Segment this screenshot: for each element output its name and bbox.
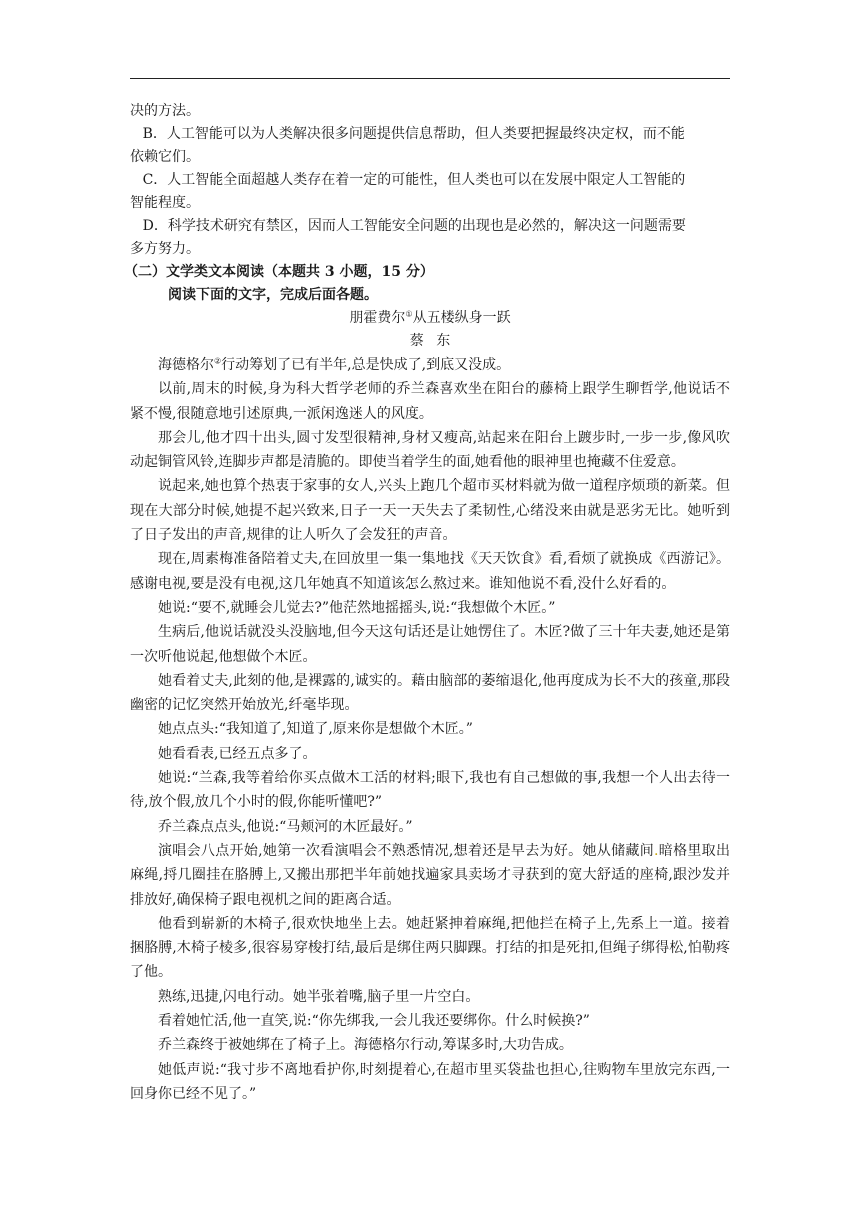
option-c-line-2: 智能程度。 — [130, 195, 200, 211]
story-paragraph-5: 现在,周素梅准备陪着丈夫,在回放里一集一集地找《天天饮食》看,看烦了就换成《西游记》。感谢电视,要是没有电视,这几年她真不知道该怎么熬过来。谁知他说不看,没什么好看的。 — [130, 551, 730, 592]
footnote-marker-2: ② — [214, 356, 222, 366]
story-paragraph-8: 她看着丈夫,此刻的他,是裸露的,诚实的。藉由脑部的萎缩退化,他再度成为长不大的孩童,那段幽密的记忆突然开始放光,纤毫毕现。 — [130, 672, 730, 714]
option-d-line-2: 多方努力。 — [130, 241, 200, 257]
story-paragraph-6: 她说:“要不,就睡会儿觉去?”他茫然地摇摇头,说:“我想做个木匠。” — [158, 599, 556, 616]
story-title-part-1: 朋霍费尔 — [349, 310, 406, 326]
story-paragraph-13 — [130, 839, 730, 912]
highlight-mark: . — [654, 842, 659, 859]
p13-part-2: 暗格里取出麻绳,捋几圈挂在胳膊上,又搬出那把半年前她找遍家具卖场才寻获到的宽大舒适的座椅,跟沙发并排放好,确保椅子跟电视机之间的距离合适。 — [130, 842, 730, 908]
story-paragraph-17: 乔兰森终于被她绑在了椅子上。海德格尔行动,筹谋多时,大功告成。 — [158, 1037, 573, 1054]
page-content — [124, 100, 730, 1106]
story-paragraph-12: 乔兰森点点头,他说:“马颊河的木匠最好。” — [158, 818, 413, 835]
question-options — [130, 100, 730, 261]
option-b-line-2: 依赖它们。 — [130, 149, 200, 165]
story-title-part-2: 从五楼纵身一跃 — [412, 310, 511, 326]
option-c-line-1: C．人工智能全面超越人类存在着一定的可能性，但人类也可以在发展中限定人工智能的 — [142, 172, 686, 188]
header-rule — [130, 78, 730, 79]
story-paragraph-10: 她看看表,已经五点多了。 — [158, 745, 317, 762]
story-paragraph-4: 说起来,她也算个热衷于家事的女人,兴头上跑几个超市买材料就为做一道程序烦琐的新菜。但现在大部分时候,她提不起兴致来,日子一天一天失去了柔韧性,心绪没来由就是恶劣无比。她听到了日子发出的声音,规律的让人听久了会发狂的声音。 — [130, 478, 730, 544]
p13-part-1: 演唱会八点开始,她第一次看演唱会不熟悉情况,想着还是早去为好。她从储藏间 — [158, 842, 654, 859]
section-heading: （二）文学类文本阅读（本题共 3 小题，15 分） — [124, 264, 434, 280]
story-author: 蔡东 — [409, 333, 463, 349]
story-paragraph-14: 他看到崭新的木椅子,很欢快地坐上去。她赶紧抻着麻绳,把他拦在椅子上,先系上一道。接着捆胳膊,木椅子棱多,很容易穿梭打结,最后是绑住两只脚踝。打结的扣是死扣,但绳子绑得松,怕勒疼了他。 — [130, 915, 730, 981]
story-paragraph-18: 她低声说:“我寸步不离地看护你,时刻提着心,在超市里买袋盐也担心,往购物车里放完东西,一回身你已经不见了。” — [130, 1061, 730, 1102]
story-title — [130, 307, 730, 330]
option-b-line-1: B．人工智能可以为人类解决很多问题提供信息帮助，但人类要把握最终决定权，而不能 — [142, 126, 685, 142]
story-paragraph-16: 看着她忙活,他一直笑,说:“你先绑我,一会儿我还要绑你。什么时候换?” — [158, 1013, 590, 1030]
story-paragraph-3: 那会儿,他才四十出头,圆寸发型很精神,身材又瘦高,站起来在阳台上踱步时,一步一步,像风吹动起铜管风铃,连脚步声都是清脆的。即使当着学生的面,她看他的眼神里也掩藏不住爱意。 — [130, 429, 730, 471]
option-a-tail: 决的方法。 — [130, 103, 200, 119]
story-paragraph-9: 她点点头:“我知道了,知道了,原来你是想做个木匠。” — [158, 721, 473, 738]
story-paragraph-7: 生病后,他说话就没头没脑地,但今天这句话还是让她愣住了。木匠?做了三十年夫妻,她还是第一次听他说起,他想做个木匠。 — [130, 624, 730, 665]
story-paragraph-11: 她说:“兰森,我等着给你买点做木工活的材料;眼下,我也有自己想做的事,我想一个人出去待一待,放个假,放几个小时的假,你能听懂吧?” — [130, 770, 730, 811]
story-body — [130, 353, 730, 1106]
footnote-marker-1: ① — [405, 309, 413, 319]
option-d-line-1: D．科学技术研究有禁区，因而人工智能安全问题的出现也是必然的，解决这一问题需要 — [142, 218, 686, 234]
p1-part-1: 海德格尔 — [158, 357, 214, 373]
story-paragraph-15: 熟练,迅捷,闪电行动。她半张着嘴,脑子里一片空白。 — [158, 988, 480, 1005]
p1-part-2: 行动筹划了已有半年,总是快成了,到底又没成。 — [221, 357, 511, 373]
section-instruction: 阅读下面的文字，完成后面各题。 — [168, 287, 378, 303]
story-paragraph-2: 以前,周末的时候,身为科大哲学老师的乔兰森喜欢坐在阳台的藤椅上跟学生聊哲学,他说话不紧不慢,很随意地引述原典,一派闲逸迷人的风度。 — [130, 381, 730, 422]
story-paragraph-1 — [130, 353, 730, 377]
